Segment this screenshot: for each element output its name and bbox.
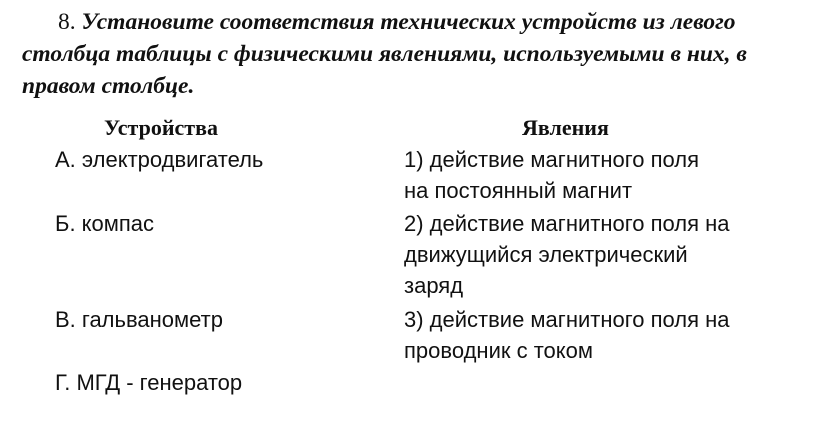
question-number: 8. (58, 9, 76, 35)
phenomenon-2-line: 2) действие магнитного поля на (404, 211, 730, 236)
device-item-d: Г. МГД - генератор (55, 370, 243, 395)
device-item-b: Б. компас (55, 211, 155, 236)
phenomenon-item-2 (404, 208, 804, 301)
phenomenon-item-3 (404, 304, 804, 366)
phenomenon-1-line: на постоянный магнит (404, 178, 633, 203)
device-item-a: А. электродвигатель (55, 147, 264, 172)
phenomenon-3-line: 3) действие магнитного поля на (404, 307, 730, 332)
phenomenon-2-line: движущийся электрический (404, 242, 688, 267)
phenomenon-2-line: заряд (404, 273, 464, 298)
question-text (22, 6, 812, 102)
devices-column-header: Устройства (104, 115, 218, 140)
phenomenon-item-1 (404, 144, 804, 206)
phenomena-column-header: Явления (522, 115, 609, 140)
phenomenon-1-line: 1) действие магнитного поля (404, 147, 700, 172)
question-body: Установите соответствия технических устройств из левого столбца таблицы с физическими явлениями, используемыми в них, в правом столбце. (22, 9, 747, 99)
phenomenon-3-line: проводник с током (404, 338, 593, 363)
device-item-c: В. гальванометр (55, 307, 223, 332)
